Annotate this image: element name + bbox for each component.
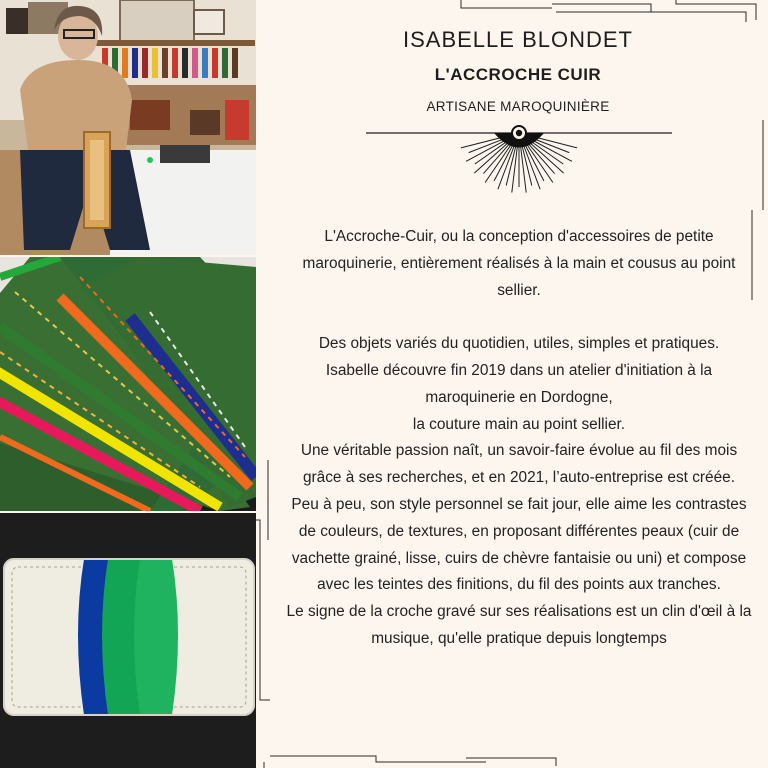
card-holder-photo	[0, 513, 256, 768]
description-line: Des objets variés du quotidien, utiles, simples et pratiques.	[318, 335, 720, 353]
sunburst-divider-icon	[366, 122, 672, 198]
description-line: Une véritable passion naît, un savoir-faire évolue au fil des mois grâce à ses recherches, et en 2021, l’auto-entreprise est créée.	[300, 442, 738, 487]
photo-column	[0, 0, 256, 768]
description-line: Le signe de la croche gravé sur ses réalisations est un clin d'œil à la musique, qu'elle pratique depuis longtemps	[286, 603, 752, 647]
description-line: Peu à peu, son style personnel se fait jour, elle aime les contrastes de couleurs, de textures, en proposant différentes peaux (cuir de vachette grainé, lisse, cuirs de chèvre fantaisie ou uni) et compose avec les teintes des finitions, du fil des points aux tranches.	[291, 495, 747, 594]
artisan-portrait-photo	[0, 0, 256, 255]
description-line: Isabelle découvre fin 2019 dans un atelier d'initiation à la maroquinerie en Dordogne,	[325, 361, 713, 406]
description	[284, 224, 754, 653]
description-line: la couture main au point sellier.	[412, 415, 626, 433]
leather-samples-photo	[0, 257, 256, 511]
brand-name: L'ACCROCHE CUIR	[434, 65, 602, 84]
artisan-name: ISABELLE BLONDET	[403, 27, 633, 52]
intro-paragraph: L'Accroche-Cuir, ou la conception d'accessoires de petite maroquinerie, entièrement réalisés à la main et cousus au point sellier.	[302, 228, 736, 299]
artisan-role: ARTISANE MAROQUINIÈRE	[426, 99, 610, 114]
